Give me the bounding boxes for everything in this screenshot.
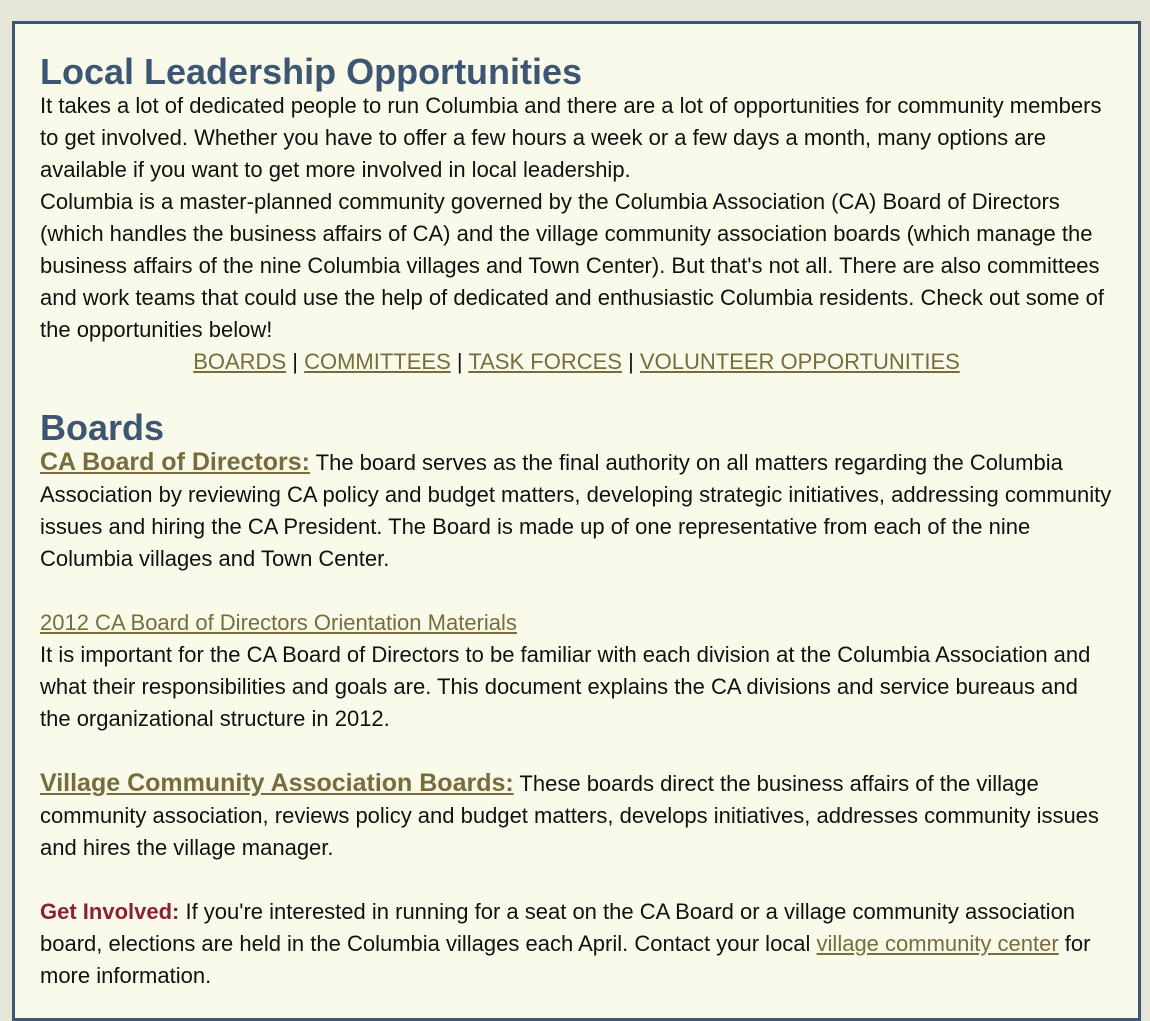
village-boards-link[interactable]: Village Community Association Boards:	[40, 769, 514, 797]
content-panel	[12, 21, 1141, 1021]
intro-paragraph: It takes a lot of dedicated people to run Columbia and there are a lot of opportunities for community members to get involved. Whether you have to offer a few hours a week or a few days a month, many options are available if you want to get more involved in local leadership.	[40, 93, 1102, 182]
page-title: Local Leadership Opportunities	[40, 51, 583, 92]
ca-board-paragraph	[40, 446, 1113, 575]
orientation-block	[40, 607, 1113, 735]
nav-separator: |	[292, 349, 298, 374]
nav-link-volunteer-opportunities[interactable]: VOLUNTEER OPPORTUNITIES	[639, 349, 960, 374]
village-community-center-link[interactable]: village community center	[816, 931, 1059, 956]
nav-separator: |	[628, 349, 634, 374]
village-boards-description: These boards direct the business affairs of the village community association, reviews policy and budget matters, develops initiatives, addresses community issues and hires the village manager.	[40, 771, 1099, 860]
orientation-description: It is important for the CA Board of Directors to be familiar with each division at the Columbia Association and what their responsibilities and goals are. This document explains the CA divisions and service bureaus and the organizational structure in 2012.	[40, 642, 1091, 731]
get-involved-paragraph	[40, 896, 1113, 992]
ca-board-description: The board serves as the final authority on all matters regarding the Columbia Association by reviewing CA policy and budget matters, developing strategic initiatives, addressing community issues and hiring the CA President. The Board is made up of one representative from each of the nine Columbia villages and Town Center.	[40, 450, 1112, 571]
boards-heading: Boards	[40, 407, 165, 448]
orientation-materials-link[interactable]: 2012 CA Board of Directors Orientation Materials	[40, 610, 517, 635]
nav-separator: |	[456, 349, 463, 374]
get-involved-label: Get Involved:	[40, 899, 180, 924]
nav-link-task-forces[interactable]: TASK FORCES	[468, 349, 622, 374]
ca-board-link[interactable]: CA Board of Directors:	[40, 448, 310, 476]
section-nav	[40, 346, 1113, 378]
get-involved-text-end: for more information.	[40, 931, 1091, 988]
nav-link-boards[interactable]: BOARDS	[193, 349, 287, 374]
get-involved-text: If you're interested in running for a seat on the CA Board or a village community association board, elections are held in the Columbia villages each April. Contact your local	[40, 899, 1076, 956]
intro-paragraph: Columbia is a master-planned community governed by the Columbia Association (CA) Board of Directors (which handles the business affairs of CA) and the village community association boards (which manage the business affairs of the nine Columbia villages and Town Center). But that's not all. There are also committees and work teams that could use the help of dedicated and enthusiastic Columbia residents. Check out some of the opportunities below!	[40, 189, 1104, 342]
nav-link-committees[interactable]: COMMITTEES	[304, 349, 451, 374]
village-boards-paragraph	[40, 767, 1113, 864]
